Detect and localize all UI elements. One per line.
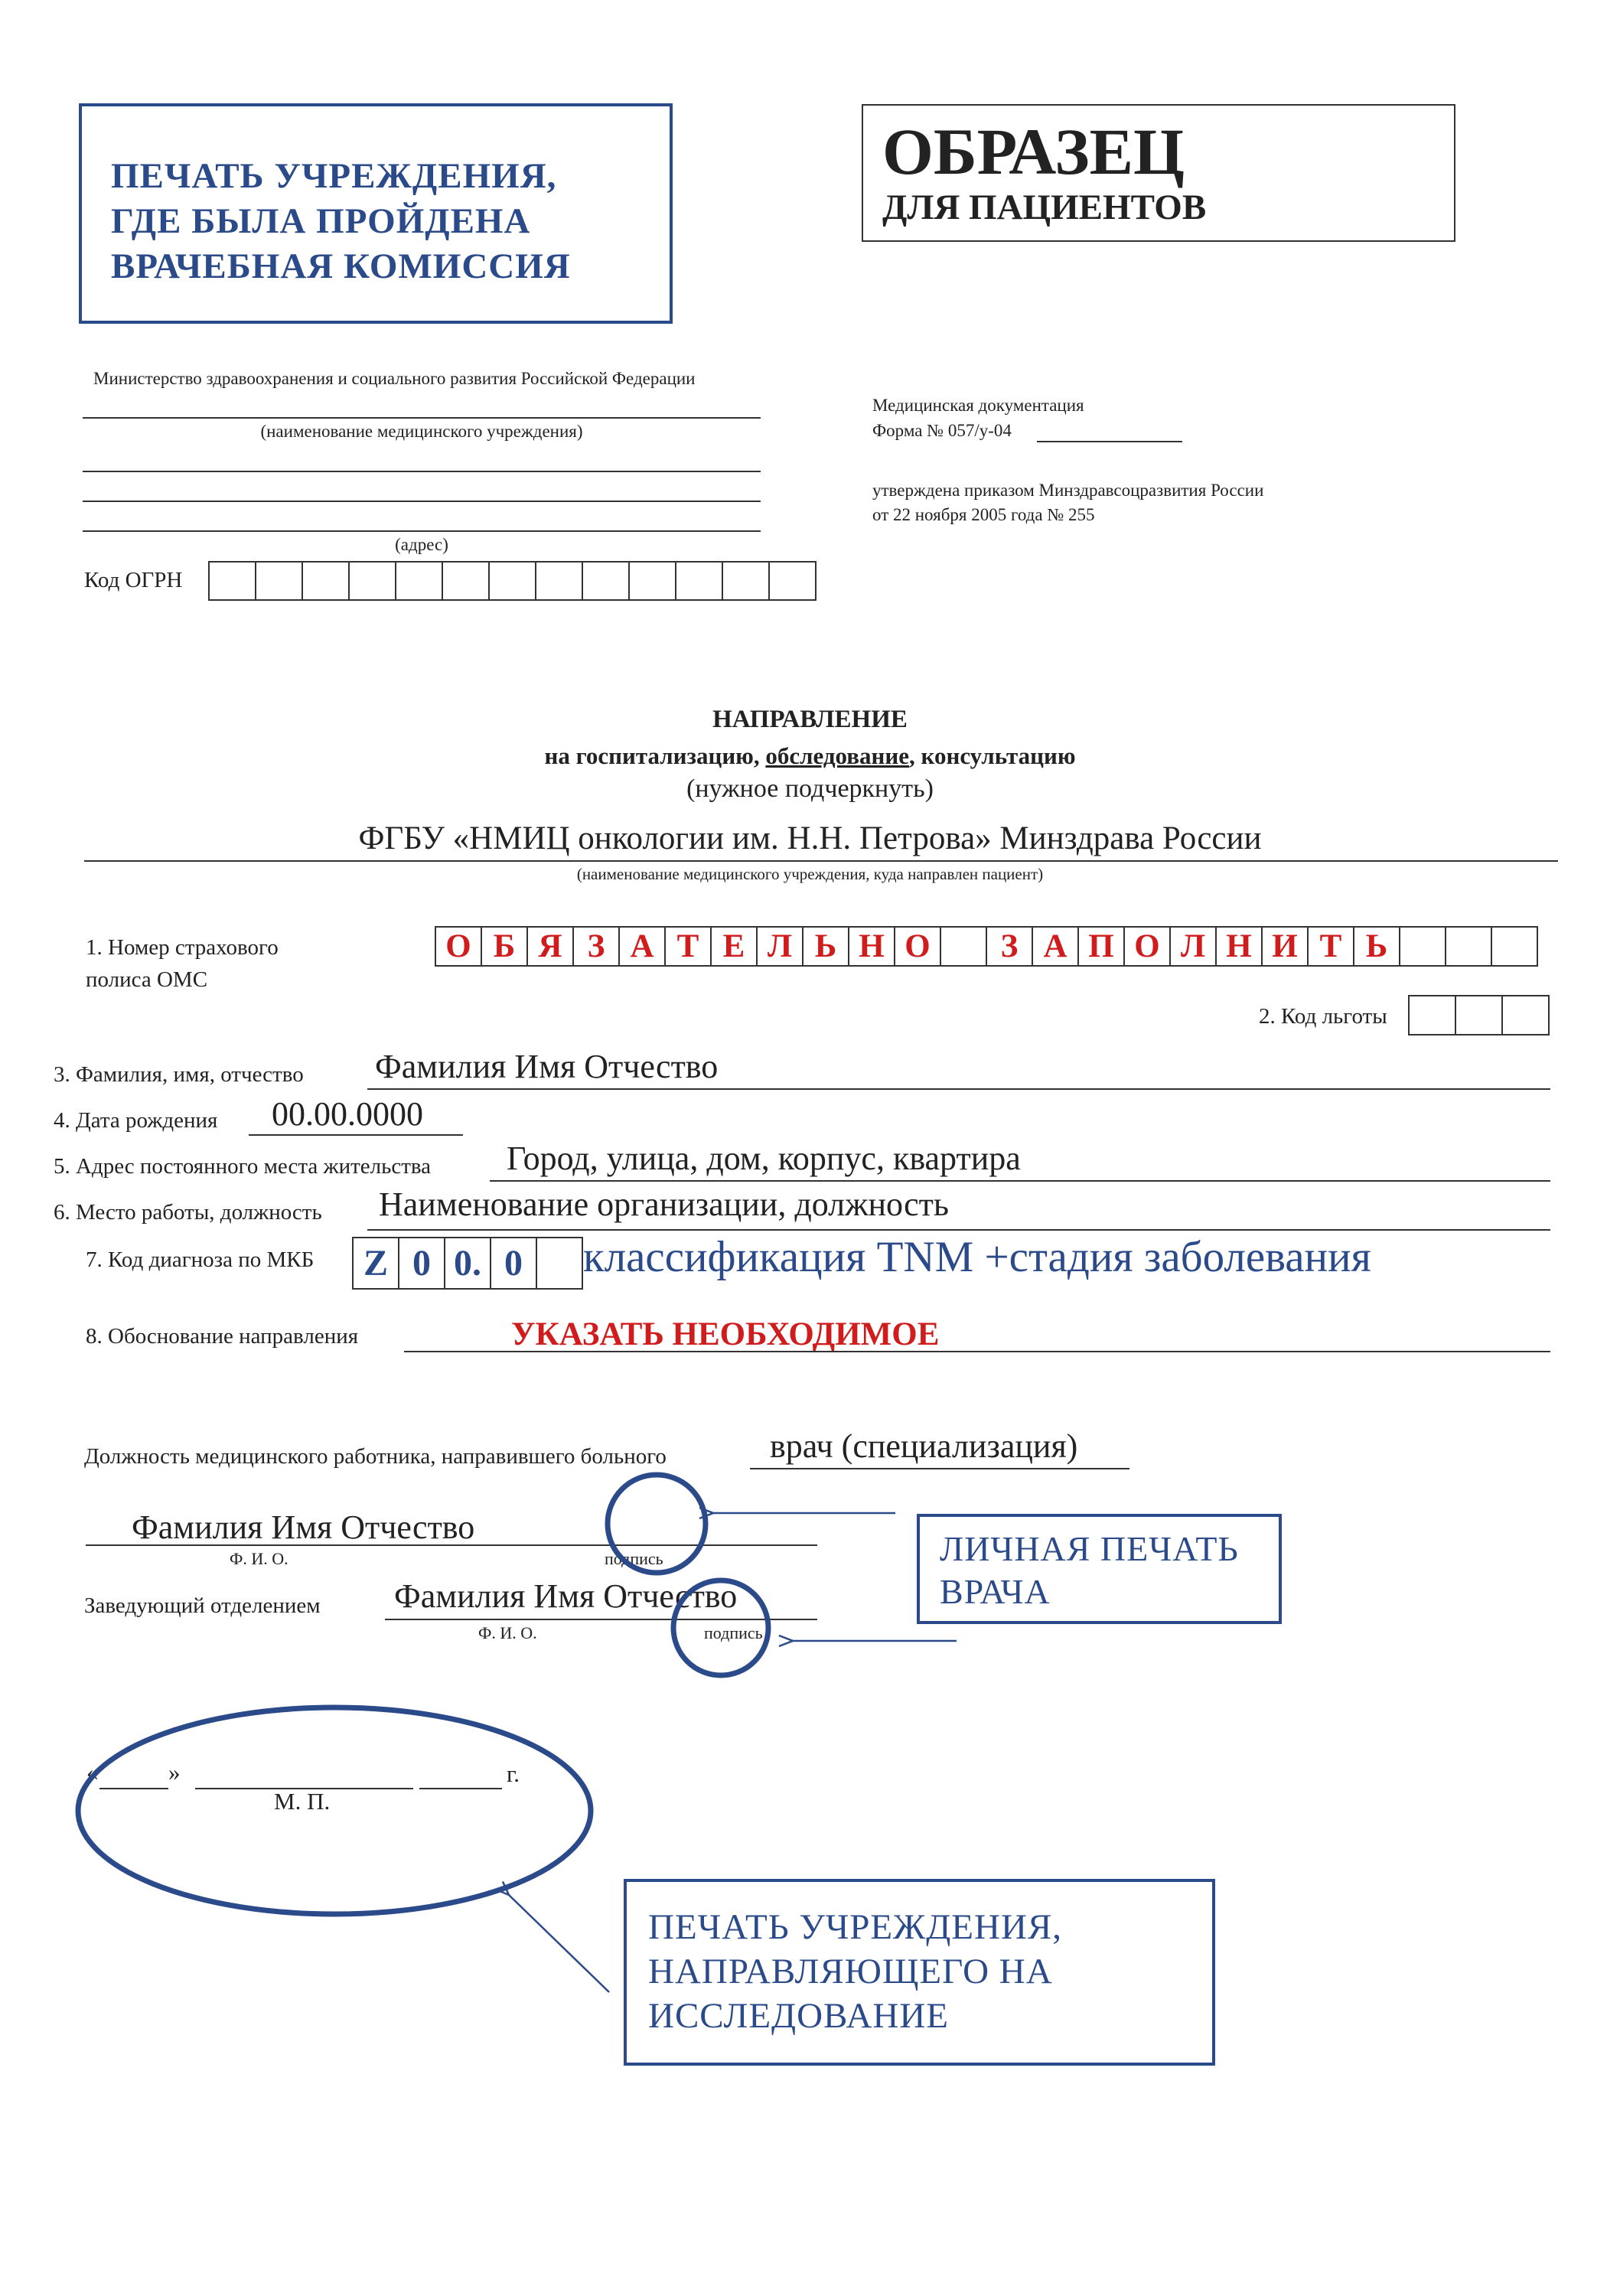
ogrn-cell[interactable] — [208, 561, 256, 601]
target-institution-line — [84, 860, 1558, 862]
head-label: Заведующий отделением — [84, 1593, 321, 1618]
fio-line — [367, 1088, 1550, 1090]
institution-stamp-box — [79, 103, 673, 324]
fio-label: 3. Фамилия, имя, отчество — [54, 1062, 304, 1087]
address-line-2 — [83, 501, 761, 502]
sample-subtitle: ДЛЯ ПАЦИЕНТОВ — [882, 188, 1207, 227]
form-number-line — [1037, 441, 1182, 442]
policy-cell[interactable] — [1399, 926, 1446, 967]
address-value-line — [490, 1180, 1550, 1182]
benefit-cell[interactable] — [1501, 995, 1550, 1035]
mkb-cell[interactable]: Z — [352, 1237, 399, 1290]
policy-cell[interactable]: Ь — [1353, 926, 1400, 967]
ogrn-label: Код ОГРН — [84, 568, 183, 592]
approved-line-2: от 22 ноября 2005 года № 255 — [872, 505, 1095, 524]
institution-stamp-text: ПЕЧАТЬ УЧРЕЖДЕНИЯ, ГДЕ БЫЛА ПРОЙДЕНА ВРАЧЕБНАЯ КОМИССИЯ — [111, 156, 571, 286]
doctor-fio-caption: Ф. И. О. — [230, 1549, 288, 1568]
underlined-option: обследование — [765, 742, 910, 769]
benefit-cells — [1408, 995, 1550, 1035]
policy-cell[interactable] — [1491, 926, 1538, 967]
fio-value[interactable]: Фамилия Имя Отчество — [375, 1048, 719, 1085]
policy-cell[interactable]: А — [618, 926, 666, 967]
work-line — [367, 1229, 1550, 1231]
policy-cell[interactable]: Т — [664, 926, 712, 967]
doctor-stamp-text: ЛИЧНАЯ ПЕЧАТЬ ВРАЧА — [940, 1529, 1239, 1611]
policy-cells — [435, 926, 1538, 967]
document-title: НАПРАВЛЕНИЕ — [712, 706, 908, 733]
dob-label: 4. Дата рождения — [54, 1108, 218, 1133]
target-institution: ФГБУ «НМИЦ онкологии им. Н.Н. Петрова» Минздрава России — [358, 820, 1262, 856]
head-fio-line — [385, 1619, 817, 1620]
sample-title: ОБРАЗЕЦ — [882, 115, 1185, 188]
doctor-sign-caption: подпись — [605, 1549, 663, 1568]
ministry-name: Министерство здравоохранения и социального развития Российской Федерации — [93, 369, 696, 388]
policy-cell[interactable]: Ь — [802, 926, 849, 967]
institution-caption: (наименование медицинского учреждения) — [260, 422, 583, 441]
address-line-1 — [83, 471, 761, 472]
ogrn-cell[interactable] — [722, 561, 770, 601]
mp-label: М. П. — [274, 1788, 331, 1815]
mkb-note: классификация TNM +стадия заболевания — [583, 1233, 1371, 1281]
policy-cell[interactable]: Н — [848, 926, 895, 967]
policy-cell[interactable]: Е — [710, 926, 758, 967]
ogrn-cell[interactable] — [582, 561, 630, 601]
dob-line — [249, 1134, 463, 1136]
policy-cell[interactable]: Л — [756, 926, 803, 967]
head-sign-caption: подпись — [704, 1623, 763, 1642]
doctor-fio-line — [86, 1544, 817, 1546]
mkb-cells — [352, 1237, 583, 1290]
position-label: Должность медицинского работника, направившего больного — [84, 1444, 667, 1469]
ogrn-cell[interactable] — [255, 561, 303, 601]
policy-label-2: полиса ОМС — [86, 967, 208, 992]
policy-cell[interactable]: Л — [1169, 926, 1217, 967]
policy-cell[interactable]: З — [986, 926, 1033, 967]
ogrn-cell[interactable] — [302, 561, 350, 601]
date-year-line — [419, 1788, 502, 1789]
policy-cell[interactable] — [1445, 926, 1492, 967]
approved-line-1: утверждена приказом Минздравсоцразвития России — [872, 481, 1264, 500]
ogrn-cell[interactable] — [768, 561, 817, 601]
address-line-3 — [83, 530, 761, 532]
ogrn-cell[interactable] — [395, 561, 443, 601]
address-label: 5. Адрес постоянного места жительства — [54, 1154, 432, 1179]
ogrn-cell[interactable] — [442, 561, 490, 601]
ogrn-cell[interactable] — [628, 561, 676, 601]
ogrn-cell[interactable] — [535, 561, 583, 601]
policy-label-1: 1. Номер страхового — [86, 935, 279, 960]
date-open-quote: « — [86, 1759, 99, 1786]
mkb-cell[interactable]: 0 — [398, 1237, 445, 1290]
policy-cell[interactable]: О — [894, 926, 941, 967]
policy-cell[interactable]: И — [1261, 926, 1309, 967]
form-number: Форма № 057/у-04 — [872, 421, 1012, 440]
policy-cell[interactable]: А — [1032, 926, 1079, 967]
mp-stamp-arrow — [509, 1895, 609, 1992]
mp-stamp-ellipse — [78, 1707, 591, 1914]
policy-cell[interactable]: Н — [1215, 926, 1263, 967]
policy-cell[interactable] — [940, 926, 987, 967]
sample-box — [862, 104, 1455, 242]
policy-cell[interactable]: О — [1123, 926, 1171, 967]
document-subtitle: на госпитализацию, обследование, консультацию — [544, 742, 1076, 769]
policy-cell[interactable]: Я — [526, 926, 574, 967]
date-day-line — [99, 1788, 168, 1789]
head-fio[interactable]: Фамилия Имя Отчество — [394, 1577, 738, 1615]
target-caption: (наименование медицинского учреждения, куда направлен пациент) — [576, 865, 1044, 883]
underline-note: (нужное подчеркнуть) — [686, 775, 934, 803]
reason-label: 8. Обоснование направления — [86, 1324, 359, 1349]
mkb-cell[interactable] — [536, 1237, 583, 1290]
policy-cell[interactable]: Б — [481, 926, 528, 967]
referring-stamp-box — [624, 1879, 1215, 2066]
date-close-quote: » — [168, 1759, 181, 1786]
position-value[interactable]: врач (специализация) — [770, 1427, 1078, 1465]
med-doc-label: Медицинская документация — [872, 396, 1084, 415]
ogrn-cell[interactable] — [488, 561, 536, 601]
benefit-cell[interactable] — [1408, 995, 1456, 1035]
benefit-cell[interactable] — [1455, 995, 1503, 1035]
institution-line — [83, 417, 761, 419]
reason-line — [404, 1351, 1550, 1352]
ogrn-cell[interactable] — [675, 561, 723, 601]
ogrn-cells — [208, 561, 817, 601]
address-caption: (адрес) — [395, 535, 448, 554]
mkb-cell[interactable]: 0 — [490, 1237, 537, 1290]
policy-cell[interactable]: Т — [1307, 926, 1354, 967]
policy-cell[interactable]: О — [435, 926, 482, 967]
policy-cell[interactable]: З — [572, 926, 620, 967]
position-line — [750, 1468, 1129, 1469]
referring-stamp-text: ПЕЧАТЬ УЧРЕЖДЕНИЯ, НАПРАВЛЯЮЩЕГО НА ИССЛЕДОВАНИЕ — [648, 1907, 1062, 2036]
work-value[interactable]: Наименование организации, должность — [379, 1186, 949, 1223]
work-label: 6. Место работы, должность — [54, 1200, 322, 1225]
doctor-stamp-box — [917, 1514, 1282, 1624]
policy-cell[interactable]: П — [1077, 926, 1125, 967]
address-value[interactable]: Город, улица, дом, корпус, квартира — [507, 1140, 1021, 1177]
ogrn-cell[interactable] — [348, 561, 396, 601]
head-fio-caption: Ф. И. О. — [478, 1623, 537, 1642]
mkb-label: 7. Код диагноза по МКБ — [86, 1247, 315, 1272]
reason-value[interactable]: УКАЗАТЬ НЕОБХОДИМОЕ — [511, 1316, 940, 1352]
doctor-fio[interactable]: Фамилия Имя Отчество — [132, 1508, 475, 1546]
benefit-label: 2. Код льготы — [1259, 1004, 1387, 1029]
year-suffix: г. — [507, 1760, 520, 1787]
dob-value[interactable]: 00.00.0000 — [272, 1095, 423, 1133]
mkb-cell[interactable]: 0. — [444, 1237, 491, 1290]
